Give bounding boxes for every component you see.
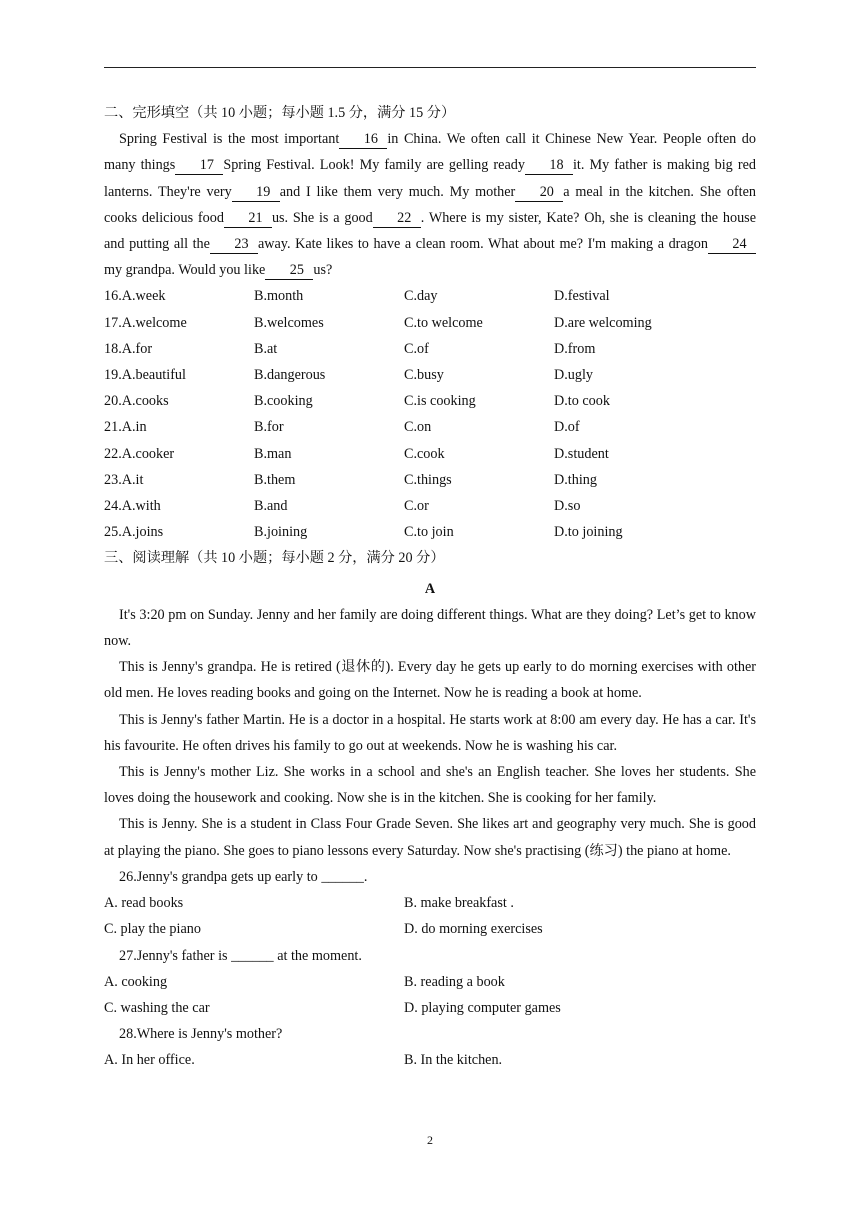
- answer-option: D. do morning exercises: [404, 921, 543, 938]
- answer-option: D. playing computer games: [404, 999, 561, 1016]
- option-c: C.on: [404, 419, 432, 436]
- blank-18: 18: [525, 157, 573, 175]
- answer-option: C. washing the car: [104, 999, 210, 1016]
- blank-20: 20: [515, 184, 563, 202]
- option-d: D.to joining: [554, 524, 623, 541]
- option-b: B.cooking: [254, 393, 313, 410]
- blank-24: 24: [708, 236, 756, 254]
- option-c: C.busy: [404, 367, 444, 384]
- option-b: B.joining: [254, 524, 308, 541]
- option-a: 24.A.with: [104, 498, 161, 515]
- option-a: 22.A.cooker: [104, 445, 175, 462]
- blank-22: 22: [373, 210, 421, 228]
- passage-label: A: [424, 580, 436, 597]
- option-c: C.or: [404, 498, 429, 515]
- option-row: [104, 362, 756, 388]
- answer-row: [104, 969, 756, 995]
- blank-16: 16: [339, 131, 387, 149]
- passage-text: my grandpa. Would you like: [104, 262, 266, 279]
- passage-text: in China. We often call it Chinese New Year. People often do many things: [104, 131, 756, 174]
- option-b: B.for: [254, 419, 284, 436]
- answer-row: [104, 995, 756, 1021]
- option-c: C.day: [404, 288, 438, 305]
- option-c: C.is cooking: [404, 393, 476, 410]
- reading-paragraph: This is Jenny. She is a student in Class Four Grade Seven. She likes art and geography very much. She is good at playing the piano. She goes to piano lessons every Saturday. Now she's practising (练习) the piano at home.: [104, 816, 756, 859]
- option-c: C.of: [404, 340, 429, 357]
- reading-heading: 三、阅读理解（共 10 小题；每小题 2 分，满分 20 分）: [104, 550, 445, 567]
- option-a: 17.A.welcome: [104, 314, 187, 331]
- passage-text: it. My father is making big red lanterns. They're very: [104, 157, 756, 200]
- reading-paragraph: This is Jenny's father Martin. He is a doctor in a hospital. He starts work at 8:00 am every day. He has a car. It's his favourite. He often drives his family to go out at weekends. Now he is washing his car.: [104, 711, 756, 754]
- option-b: B.man: [254, 445, 292, 462]
- answer-option: A. cooking: [104, 973, 168, 990]
- passage-text: away. Kate likes to have a clean room. What about me? I'm making a dragon: [257, 236, 708, 253]
- blank-21: 21: [224, 210, 272, 228]
- option-d: D.student: [554, 445, 609, 462]
- option-row: [104, 336, 756, 362]
- option-c: C.things: [404, 471, 452, 488]
- answer-option: B. In the kitchen.: [404, 1052, 503, 1069]
- option-row: [104, 493, 756, 519]
- option-d: D.thing: [554, 471, 597, 488]
- answer-option: B. reading a book: [404, 973, 505, 990]
- passage-text: Spring Festival. Look! My family are gelling ready: [223, 157, 525, 174]
- option-row: [104, 310, 756, 336]
- option-c: C.to welcome: [404, 314, 483, 331]
- option-d: D.are welcoming: [554, 314, 652, 331]
- blank-23: 23: [210, 236, 258, 254]
- option-d: D.festival: [554, 288, 610, 305]
- option-row: [104, 519, 756, 545]
- option-a: 23.A.it: [104, 471, 144, 488]
- option-d: D.from: [554, 340, 596, 357]
- answer-row: [104, 916, 756, 942]
- option-c: C.to join: [404, 524, 454, 541]
- option-d: D.ugly: [554, 367, 594, 384]
- reading-paragraph: It's 3:20 pm on Sunday. Jenny and her family are doing different things. What are they doing? Let’s get to know now.: [104, 606, 756, 650]
- reading-paragraph: This is Jenny's mother Liz. She works in a school and she's an English teacher. She loves her students. She loves doing the housework and cooking. Now she is in the kitchen. She is cooking for her family.: [104, 764, 756, 807]
- option-a: 20.A.cooks: [104, 393, 169, 410]
- question-stem: 28.Where is Jenny's mother?: [119, 1026, 283, 1043]
- passage-text: us. She is a good: [271, 209, 373, 226]
- option-row: [104, 467, 756, 493]
- passage-text: us?: [313, 262, 333, 279]
- option-b: B.them: [254, 471, 296, 488]
- answer-option: C. play the piano: [104, 921, 201, 938]
- reading-paragraph: This is Jenny's grandpa. He is retired (退休的). Every day he gets up early to do morning exercises with other old men. He loves reading books and going on the Internet. Now he is reading a book at home.: [104, 659, 756, 702]
- blank-17: 17: [175, 157, 223, 175]
- answer-row: [104, 890, 756, 916]
- option-a: 19.A.beautiful: [104, 367, 186, 384]
- cloze-heading: 二、完形填空（共 10 小题；每小题 1.5 分，满分 15 分）: [104, 105, 456, 121]
- option-b: B.at: [254, 340, 278, 357]
- cloze-options: [104, 283, 756, 545]
- option-b: B.and: [254, 498, 288, 515]
- option-row: [104, 283, 756, 309]
- passage-text: a meal in the kitchen. She often cooks delicious food: [104, 183, 756, 226]
- page-content: [104, 100, 756, 1074]
- option-d: D.so: [554, 498, 581, 515]
- option-d: D.of: [554, 419, 580, 436]
- page-number: 2: [427, 1133, 433, 1147]
- answer-row: [104, 1047, 756, 1073]
- option-row: [104, 414, 756, 440]
- option-row: [104, 388, 756, 414]
- option-a: 18.A.for: [104, 340, 153, 357]
- blank-25: 25: [265, 262, 313, 280]
- reading-passage: [104, 602, 756, 864]
- option-row: [104, 441, 756, 467]
- option-a: 21.A.in: [104, 419, 147, 436]
- cloze-passage: [104, 126, 756, 283]
- option-a: 16.A.week: [104, 288, 166, 305]
- passage-text: and I like them very much. My mother: [279, 183, 516, 200]
- blank-19: 19: [232, 184, 280, 202]
- passage-text: Spring Festival is the most important: [119, 131, 340, 148]
- option-b: B.dangerous: [254, 367, 326, 384]
- question-stem: 26.Jenny's grandpa gets up early to ______.: [119, 868, 368, 885]
- option-c: C.cook: [404, 445, 445, 462]
- option-b: B.month: [254, 288, 304, 305]
- header-rule: [104, 67, 756, 68]
- option-b: B.welcomes: [254, 314, 324, 331]
- answer-option: A. read books: [104, 895, 184, 912]
- option-d: D.to cook: [554, 393, 610, 410]
- option-a: 25.A.joins: [104, 524, 164, 541]
- question-stem: 27.Jenny's father is ______ at the moment.: [119, 947, 362, 964]
- answer-option: A. In her office.: [104, 1052, 195, 1069]
- reading-questions: [104, 864, 756, 1074]
- answer-option: B. make breakfast .: [404, 895, 514, 912]
- passage-text: . Where is my sister, Kate? Oh, she is cleaning the house and putting all the: [104, 209, 757, 253]
